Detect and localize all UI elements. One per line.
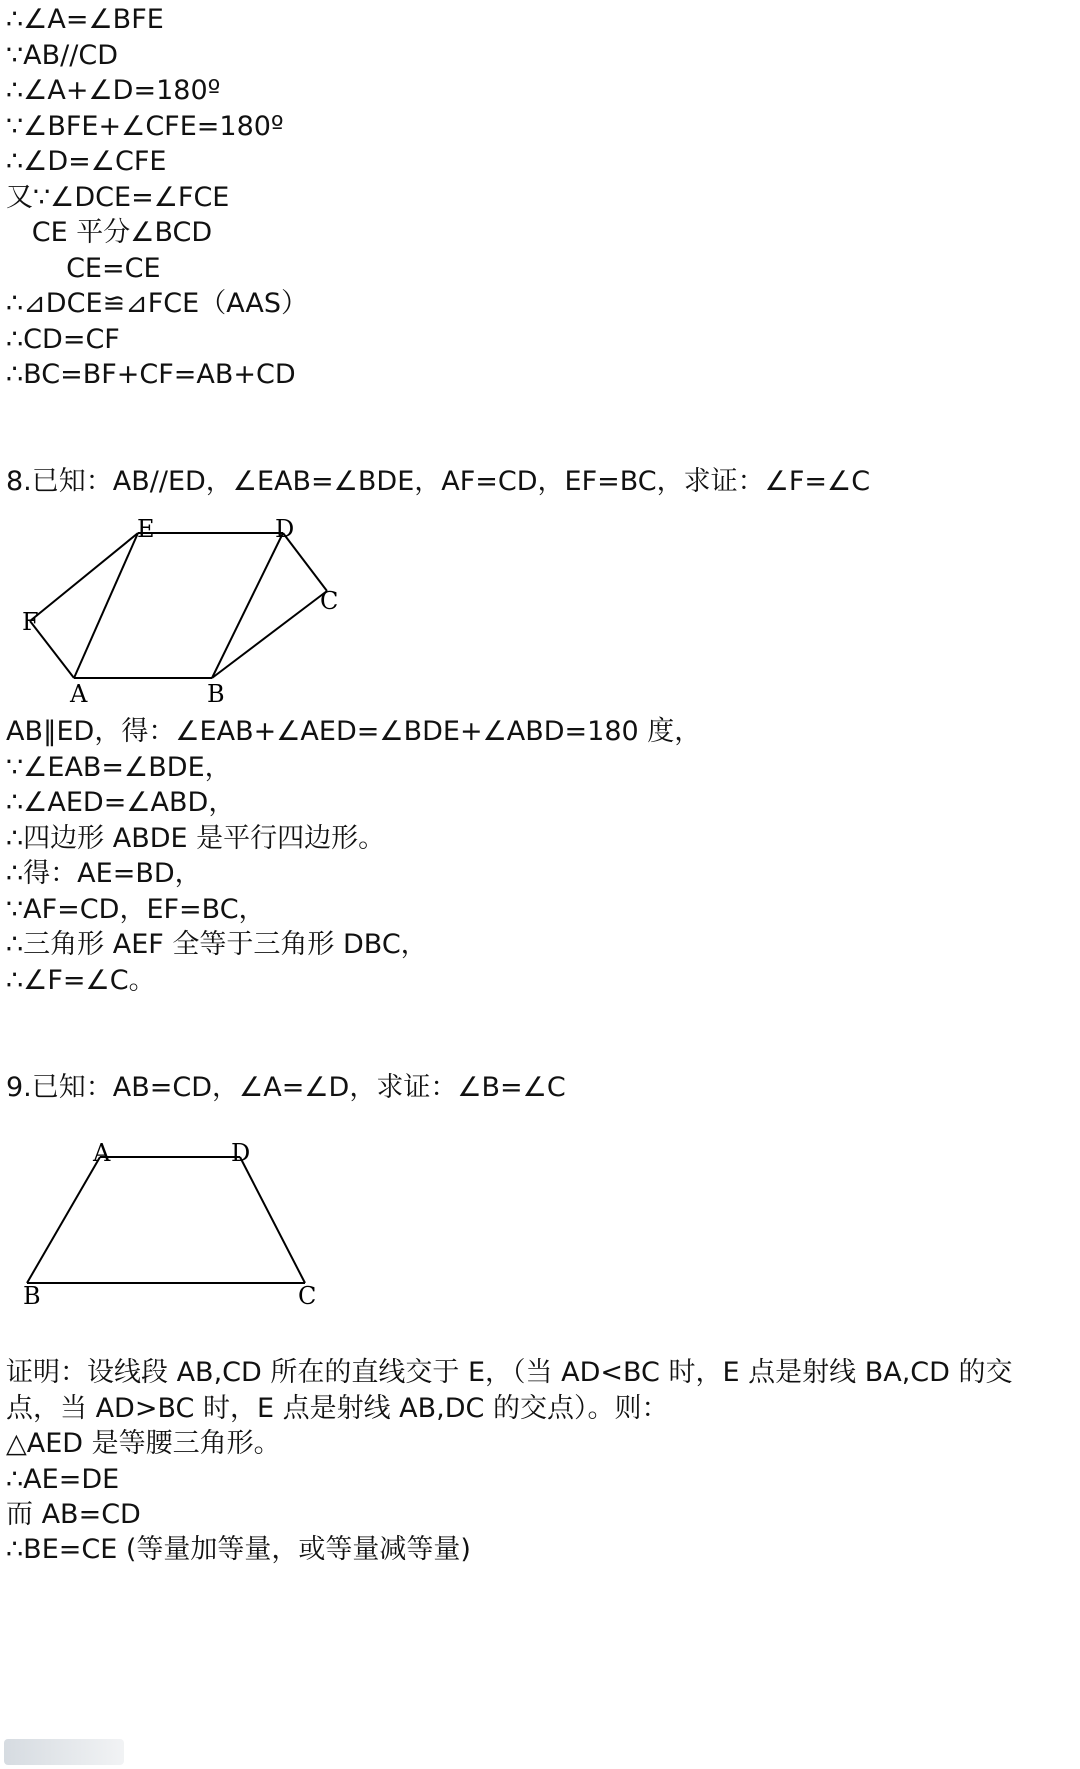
proof-line: ∴∠D=∠CFE — [6, 146, 167, 177]
proof-line: 点，当 AD>BC 时，E 点是射线 AB,DC 的交点）。则： — [6, 1393, 669, 1424]
point-label-C: C — [320, 587, 339, 615]
problem-8-statement: 8.已知：AB//ED，∠EAB=∠BDE，AF=CD，EF=BC，求证：∠F=∠C — [6, 466, 871, 497]
segment-DB — [212, 533, 283, 678]
segment-CB — [212, 591, 327, 678]
proof-line: ∵AB//CD — [6, 40, 119, 71]
proof-line: ∴∠A+∠D=180º — [6, 75, 221, 106]
point-label-C: C — [298, 1282, 317, 1308]
proof-line: CE 平分∠BCD — [6, 217, 213, 248]
proof-line: ∴BE=CE (等量加等量，或等量减等量) — [6, 1534, 471, 1565]
proof-line: 而 AB=CD — [6, 1499, 141, 1530]
point-label-F: F — [22, 608, 39, 636]
proof-line: CE=CE — [6, 253, 161, 284]
segment-AB — [27, 1157, 100, 1283]
point-label-D: D — [275, 515, 295, 543]
proof-line: ∴AE=DE — [6, 1464, 120, 1495]
proof-line: ∵∠BFE+∠CFE=180º — [6, 111, 284, 142]
point-label-B: B — [207, 680, 225, 708]
proof-line: ∴⊿DCE≌⊿FCE（AAS） — [6, 288, 309, 319]
proof-line: ∴CD=CF — [6, 324, 120, 355]
segment-DC — [240, 1157, 305, 1283]
proof-line: 又∵∠DCE=∠FCE — [6, 182, 230, 213]
proof-line: ∴∠A=∠BFE — [6, 4, 164, 35]
watermark-logo — [4, 1739, 124, 1765]
segment-EA — [74, 533, 138, 678]
proof-line: ∵AF=CD，EF=BC， — [6, 894, 266, 925]
proof-line: ∴四边形 ABDE 是平行四边形。 — [6, 823, 386, 854]
proof-line: ∵∠EAB=∠BDE， — [6, 752, 232, 783]
segment-EF — [30, 533, 138, 621]
proof-line: ∴三角形 AEF 全等于三角形 DBC， — [6, 929, 428, 960]
problem-9-figure — [0, 1128, 340, 1308]
proof-line: ∴BC=BF+CF=AB+CD — [6, 359, 296, 390]
point-label-A: A — [93, 1139, 111, 1167]
proof-line: 证明：设线段 AB,CD 所在的直线交于 E，（当 AD<BC 时，E 点是射线 BA,CD 的交 — [6, 1357, 1013, 1388]
proof-line: △AED 是等腰三角形。 — [6, 1428, 281, 1459]
problem-8-figure — [0, 505, 360, 710]
point-label-B: B — [23, 1282, 41, 1308]
proof-line: AB‖ED，得：∠EAB+∠AED=∠BDE+∠ABD=180 度， — [6, 716, 702, 747]
point-label-A: A — [70, 680, 88, 708]
proof-line: ∴∠AED=∠ABD， — [6, 787, 236, 818]
proof-line: ∴∠F=∠C。 — [6, 965, 156, 996]
problem-9-statement: 9.已知：AB=CD，∠A=∠D，求证：∠B=∠C — [6, 1072, 566, 1103]
proof-line: ∴得：AE=BD， — [6, 858, 202, 889]
point-label-E: E — [137, 515, 155, 543]
point-label-D: D — [231, 1139, 251, 1167]
